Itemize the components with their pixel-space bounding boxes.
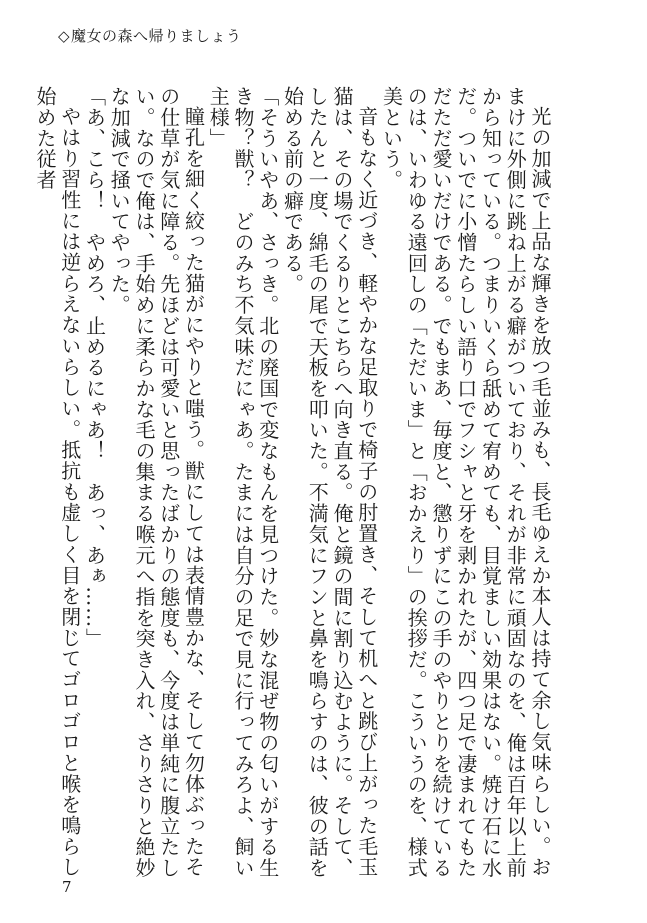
running-header bbox=[58, 25, 242, 46]
dialogue-paragraph: 「そういやあ、さっき。北の廃国で変なもんを見つけた。妙な混ぜ物の匂いがする生き物？獣？ どのみち不気味だにゃあ。たまには自分の足で見に行ってみろよ、飼い主様」 bbox=[206, 86, 280, 879]
page-number: 7 bbox=[62, 878, 72, 896]
dialogue-paragraph: 「あ、こら！ やめろ、止めるにゃあ！ あっ、あぁ……」 bbox=[82, 86, 107, 649]
paragraph: やはり習性には逆らえないらしい。抵抗も虚しく目を閉じてゴロゴロと喉を鳴らし始めた従者 bbox=[33, 86, 82, 878]
chapter-title: 魔女の森へ帰りましょう bbox=[71, 27, 242, 45]
body-text bbox=[33, 86, 552, 886]
paragraph: 瞳孔を細く絞った猫がにやりと嗤う。獣にしては表情豊かな、そして勿体ぶったその仕草が気に障る。先ほどは可愛いと思ったばかりの態度も、今度は単純に腹立たしい。なので俺は、手始めに柔らかな毛の集まる喉元へ指を突き入れ、さりさりと絶妙な加減で掻いてやった。 bbox=[107, 86, 206, 879]
paragraph: 光の加減で上品な輝きを放つ毛並みも、長毛ゆえか本人は持て余し気味らしい。おまけに外側に跳ね上がる癖がついており、それが非常に頑固なのを、俺は百年以上前から知っている。つまりいくら舐めて宥めても、目覚ましい効果はない。焼け石に水だ。ついでに小憎たらしい語り口でフシャと牙を剥かれたが、四つ足で凄まれてもただただ愛いだけである。でもまあ、毎度と、懲りずにこの手のやりとりを続けているのは、いわゆる遠回しの「ただいま」と「おかえり」の挨拶だ。こういうのを、様式美という。 bbox=[379, 86, 552, 879]
paragraph: 音もなく近づき、軽やかな足取りで椅子の肘置き、そして机へと跳び上がった毛玉猫は、その場でくるりとこちらへ向き直る。俺と鏡の間に割り込むように。そして、したんと一度、綿毛の尾で天板を叩いた。不満気にフンと鼻を鳴らすのは、彼の話を始める前の癖である。 bbox=[280, 86, 379, 879]
diamond-mark: ◇ bbox=[58, 27, 71, 45]
